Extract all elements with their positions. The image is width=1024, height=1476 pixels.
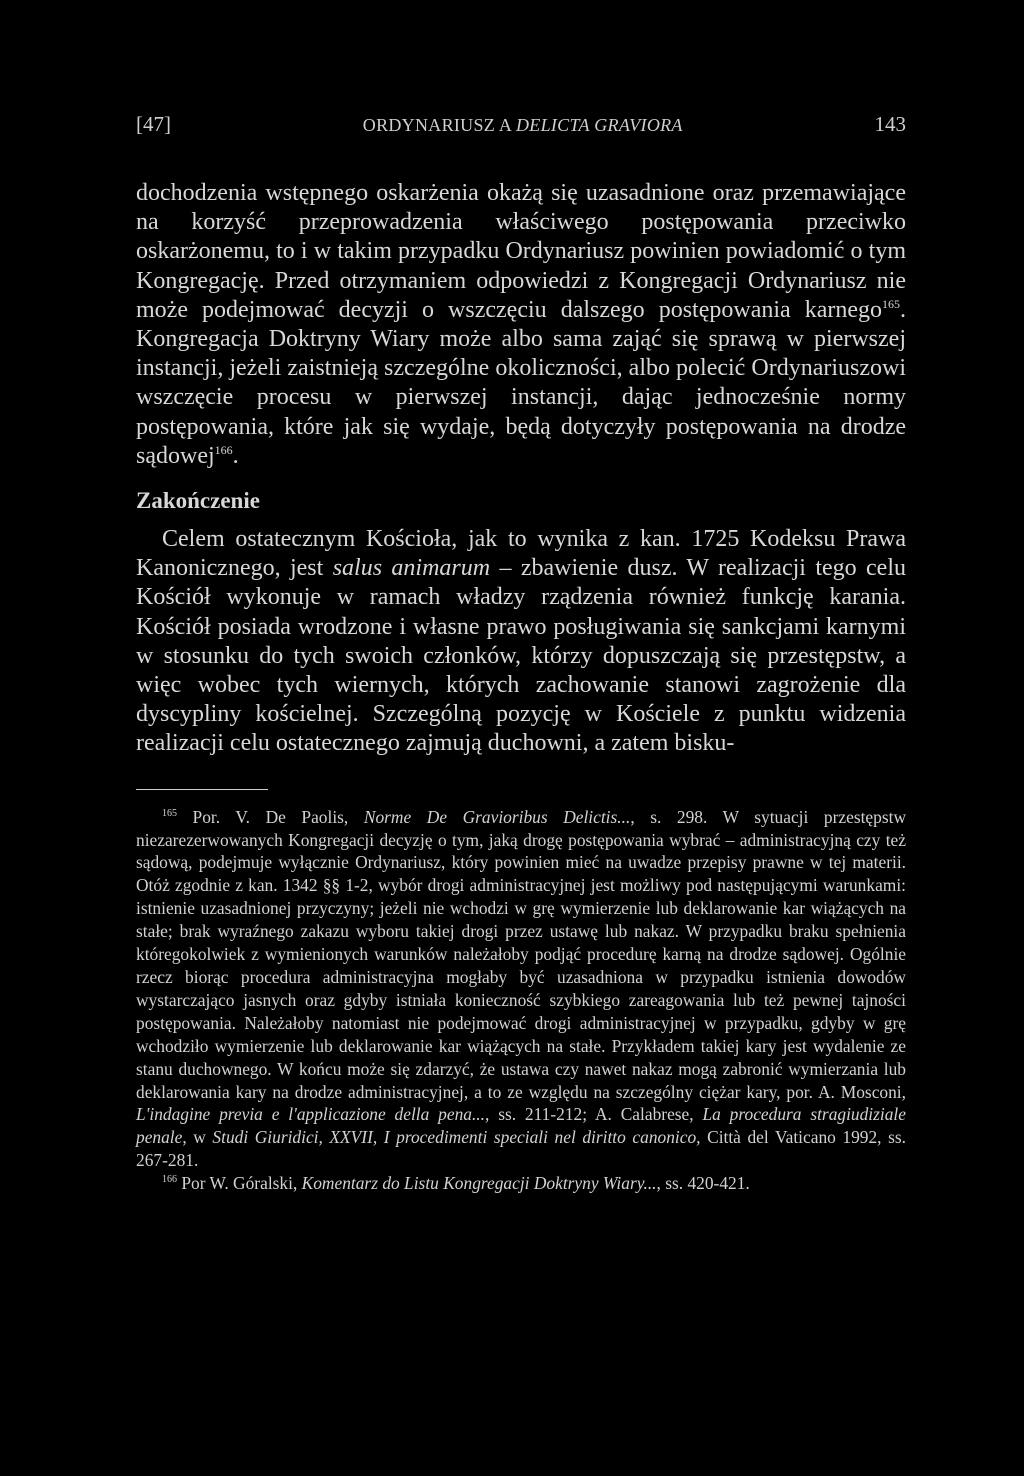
paragraph-text: dochodzenia wstępnego oskarżenia okażą się uzasadnione oraz przemawiające na korzyść przeprowadzenia właściwego postępowania przeciwko oskarżonemu, to i w takim przypadku Ordynariusz powinien powiadomić o tym Kongregację. Przed otrzymaniem odpowiedzi z Kongregacji Ordynariusz nie może podejmować decyzji o wszczęciu dalszego postępowania karnego — [136, 180, 906, 323]
footnote-text: Por W. Góralski, — [177, 1173, 302, 1194]
paragraph-italic: salus animarum — [332, 555, 491, 582]
paragraph-conclusion — [136, 525, 906, 759]
running-head — [136, 112, 906, 146]
footnote-italic: L'indagine previa e l'applicazione della pena... — [136, 1104, 486, 1125]
paragraph-continued — [136, 179, 906, 471]
footnote-text: , ss. 420-421. — [656, 1173, 750, 1194]
footnote-text: , ss. 211-212; A. Calabrese, — [485, 1104, 703, 1125]
footnote-ref-166[interactable]: 166 — [214, 442, 233, 457]
section-heading: Zakończenie — [136, 488, 260, 514]
page-number: 143 — [874, 112, 906, 136]
paragraph-text: Celem ostatecznym Kościoła, jak to wynika z kan. 1725 Kodeksu Prawa Kanonicznego, jest — [136, 526, 906, 582]
footnote-number: 165 — [162, 807, 177, 819]
footnote-italic: Norme De Gravioribus Delictis... — [363, 806, 631, 827]
paragraph-text: – zbawienie dusz. W realizacji tego celu Kościół wykonuje w ramach władzy rządzenia również funkcję karania. Kościół posiada wrodzone i własne prawo posługiwania się sankcjami karnymi w stosunku do tych swoich członków, którzy dopuszczają się przestępstw, a więc wobec tych wiernych, których zachowanie stanowi zagrożenie dla dyscypliny kościelnej. Szczególną pozycję w Kościele z punktu widzenia realizacji celu ostatecznego zajmują duchowni, a zatem bisku- — [136, 555, 906, 757]
page — [136, 112, 906, 1195]
footnotes — [136, 806, 906, 1195]
body-text — [136, 179, 906, 759]
footnote-ref-165[interactable]: 165 — [882, 296, 900, 311]
footnote-text: Por. V. De Paolis, — [177, 806, 364, 827]
paragraph-text: . Kongregacja Doktryny Wiary może albo sama zająć się sprawą w pierwszej instancji, jeżeli zaistnieją szczególne okoliczności, albo polecić Ordynariuszowi wszczęcie procesu w pierwszej instancji, dając jednocześnie normy postępowania, które jak się wydaje, będą dotyczyły postępowania na drodze sądowej — [136, 296, 906, 469]
running-title-plain: ORDYNARIUSZ A — [362, 115, 516, 135]
footnote-166 — [136, 1172, 906, 1195]
footnote-text: , w — [182, 1127, 213, 1148]
footnote-italic: Komentarz do Listu Kongregacji Doktryny Wiary... — [301, 1173, 657, 1194]
footnote-text: , s. 298. W sytuacji przestępstw niezarezerwowanych Kongregacji decyzję o tym, jaką drogę postępowania wybrać – administracyjną czy też sądową, podejmuje wyłącznie Ordynariusz, który powinien mieć na uwadze przepisy prawne w tej materii. Otóż zgodnie z kan. 1342 §§ 1-2, wybór drogi administracyjnej jest możliwy pod następującymi warunkami: istnienie uzasadnionej przyczyny; jeżeli nie wchodzi w grę wymierzenie lub deklarowanie kar wiążących na stałe; brak wyraźnego zakazu wyboru takiej drogi przez ustawę lub nakaz. W przypadku braku spełnienia któregokolwiek z wymienionych warunków należałoby podjąć procedurę karną na drodze sądowej. Ogólnie rzecz biorąc procedura administracyjna mogłaby być uzasadniona w przypadku istnienia dowodów wystarczająco jasnych oraz gdyby istniała konieczność szybkiego zareagowania lub też pewnej tajności postępowania. Należałoby natomiast nie podejmować drogi administracyjnej w przypadku, gdyby w grę wchodziło wymierzenie lub deklarowanie kar wiążących na stałe. Przykładem takiej kary jest wydalenie ze stanu duchownego. W końcu może się zdarzyć, że ustawa czy nawet nakaz mogą zabronić wymierzania lub deklarowania kary na drodze administracyjnej, a to ze względu na szczególny ciężar kary, por. A. Mosconi, — [136, 806, 907, 1102]
running-title — [363, 115, 683, 136]
running-title-italic: DELICTA GRAVIORA — [515, 115, 683, 135]
footnote-divider — [136, 789, 268, 790]
article-number: [47] — [136, 112, 171, 136]
footnote-165 — [136, 806, 906, 1173]
paragraph-text: . — [232, 442, 239, 469]
footnote-number: 166 — [162, 1174, 177, 1186]
footnote-italic: La procedura stragiudiziale penale — [136, 1104, 906, 1148]
footnote-italic: Studi Giuridici, XXVII, I procedimenti speciali nel diritto canonico, — [212, 1127, 701, 1148]
footnote-text: Città del Vaticano 1992, ss. 267-281. — [136, 1127, 906, 1171]
